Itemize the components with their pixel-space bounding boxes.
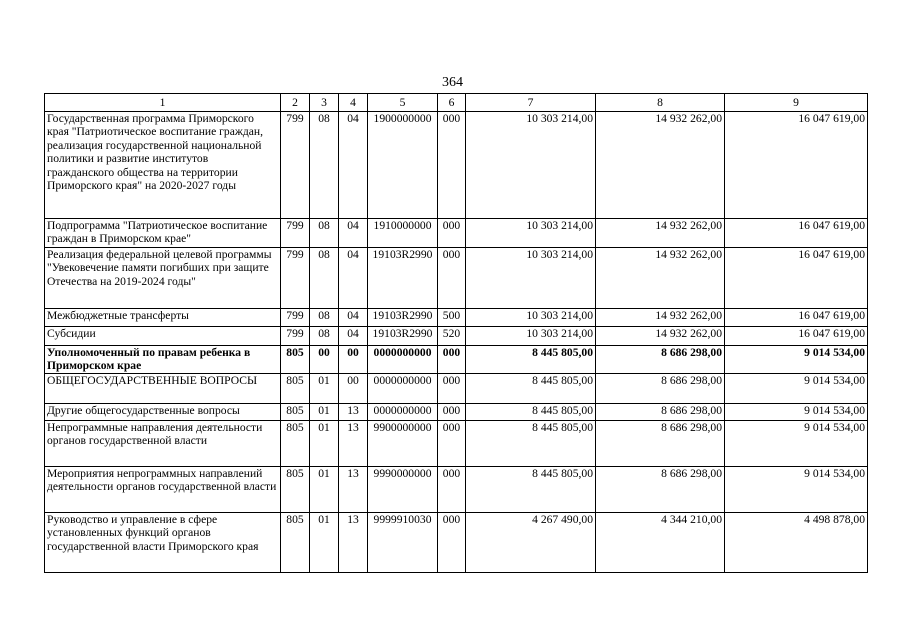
row-code: 13 — [339, 404, 368, 421]
row-value: 8 686 298,00 — [596, 374, 725, 404]
header-cell: 6 — [438, 94, 466, 112]
row-code: 805 — [281, 467, 310, 513]
row-code: 799 — [281, 112, 310, 219]
page-number: 364 — [442, 75, 463, 90]
row-name: Руководство и управление в сфере установленных функций органов государственной власти Приморского края — [45, 513, 281, 573]
header-cell: 4 — [339, 94, 368, 112]
table-row — [45, 404, 868, 421]
row-code: 000 — [438, 467, 466, 513]
row-value: 10 303 214,00 — [466, 112, 596, 219]
row-code: 04 — [339, 309, 368, 327]
table-row — [45, 112, 868, 219]
row-value: 9 014 534,00 — [725, 421, 868, 467]
header-cell: 3 — [310, 94, 339, 112]
row-name: Реализация федеральной целевой программы "Увековечение памяти погибших при защите Отечества на 2019-2024 годы" — [45, 248, 281, 309]
row-value: 8 445 805,00 — [466, 374, 596, 404]
row-value: 14 932 262,00 — [596, 309, 725, 327]
row-code: 805 — [281, 404, 310, 421]
row-code: 01 — [310, 374, 339, 404]
row-value: 16 047 619,00 — [725, 112, 868, 219]
row-code: 01 — [310, 421, 339, 467]
row-code: 1900000000 — [368, 112, 438, 219]
row-code: 805 — [281, 513, 310, 573]
row-code: 799 — [281, 309, 310, 327]
header-row — [45, 94, 868, 112]
row-value: 14 932 262,00 — [596, 248, 725, 309]
row-value: 8 445 805,00 — [466, 404, 596, 421]
row-value: 10 303 214,00 — [466, 309, 596, 327]
row-code: 000 — [438, 374, 466, 404]
row-code: 13 — [339, 421, 368, 467]
header-cell: 9 — [725, 94, 868, 112]
table-row — [45, 327, 868, 346]
row-code: 0000000000 — [368, 374, 438, 404]
row-value: 8 686 298,00 — [596, 467, 725, 513]
row-code: 04 — [339, 248, 368, 309]
row-value: 10 303 214,00 — [466, 327, 596, 346]
row-code: 000 — [438, 346, 466, 374]
row-code: 01 — [310, 404, 339, 421]
row-name: Уполномоченный по правам ребенка в Приморском крае — [45, 346, 281, 374]
row-code: 520 — [438, 327, 466, 346]
row-code: 13 — [339, 513, 368, 573]
row-value: 8 686 298,00 — [596, 346, 725, 374]
row-code: 000 — [438, 421, 466, 467]
table-row — [45, 309, 868, 327]
row-code: 01 — [310, 467, 339, 513]
row-value: 8 445 805,00 — [466, 421, 596, 467]
row-code: 799 — [281, 219, 310, 248]
row-code: 805 — [281, 421, 310, 467]
row-name: Непрограммные направления деятельности органов государственной власти — [45, 421, 281, 467]
row-value: 8 686 298,00 — [596, 421, 725, 467]
row-code: 1910000000 — [368, 219, 438, 248]
row-code: 0000000000 — [368, 404, 438, 421]
header-cell: 2 — [281, 94, 310, 112]
row-name: Межбюджетные трансферты — [45, 309, 281, 327]
row-name: Мероприятия непрограммных направлений деятельности органов государственной власти — [45, 467, 281, 513]
row-code: 805 — [281, 346, 310, 374]
header-cell: 8 — [596, 94, 725, 112]
row-code: 799 — [281, 327, 310, 346]
row-code: 799 — [281, 248, 310, 309]
row-name: ОБЩЕГОСУДАРСТВЕННЫЕ ВОПРОСЫ — [45, 374, 281, 404]
row-value: 4 267 490,00 — [466, 513, 596, 573]
row-code: 08 — [310, 327, 339, 346]
row-code: 000 — [438, 513, 466, 573]
row-value: 16 047 619,00 — [725, 327, 868, 346]
row-code: 9900000000 — [368, 421, 438, 467]
row-code: 04 — [339, 112, 368, 219]
table-row — [45, 467, 868, 513]
row-code: 00 — [310, 346, 339, 374]
row-value: 8 686 298,00 — [596, 404, 725, 421]
row-code: 08 — [310, 309, 339, 327]
row-code: 000 — [438, 404, 466, 421]
row-code: 13 — [339, 467, 368, 513]
row-value: 10 303 214,00 — [466, 219, 596, 248]
row-value: 16 047 619,00 — [725, 219, 868, 248]
row-value: 9 014 534,00 — [725, 374, 868, 404]
row-value: 10 303 214,00 — [466, 248, 596, 309]
row-code: 01 — [310, 513, 339, 573]
row-name: Государственная программа Приморского края "Патриотическое воспитание граждан, реализация государственной национальной политики и развитие институтов гражданского общества на территории Приморского края" на 2020-2027 годы — [45, 112, 281, 219]
header-cell: 1 — [45, 94, 281, 112]
header-cell: 7 — [466, 94, 596, 112]
row-value: 16 047 619,00 — [725, 248, 868, 309]
header-cell: 5 — [368, 94, 438, 112]
table-row — [45, 421, 868, 467]
row-code: 08 — [310, 112, 339, 219]
row-value: 8 445 805,00 — [466, 346, 596, 374]
budget-table — [44, 93, 868, 573]
row-value: 8 445 805,00 — [466, 467, 596, 513]
row-code: 000 — [438, 219, 466, 248]
row-value: 9 014 534,00 — [725, 404, 868, 421]
row-value: 4 344 210,00 — [596, 513, 725, 573]
table-row — [45, 513, 868, 573]
table-row — [45, 219, 868, 248]
row-code: 805 — [281, 374, 310, 404]
row-code: 000 — [438, 248, 466, 309]
row-code: 00 — [339, 374, 368, 404]
row-code: 0000000000 — [368, 346, 438, 374]
row-value: 9 014 534,00 — [725, 467, 868, 513]
row-value: 16 047 619,00 — [725, 309, 868, 327]
row-name: Подпрограмма "Патриотическое воспитание граждан в Приморском крае" — [45, 219, 281, 248]
row-code: 00 — [339, 346, 368, 374]
row-code: 19103R2990 — [368, 248, 438, 309]
row-code: 08 — [310, 248, 339, 309]
row-value: 14 932 262,00 — [596, 112, 725, 219]
row-code: 9999910030 — [368, 513, 438, 573]
row-value: 4 498 878,00 — [725, 513, 868, 573]
row-value: 14 932 262,00 — [596, 219, 725, 248]
row-code: 04 — [339, 219, 368, 248]
table-row — [45, 248, 868, 309]
row-name: Другие общегосударственные вопросы — [45, 404, 281, 421]
row-value: 14 932 262,00 — [596, 327, 725, 346]
row-code: 000 — [438, 112, 466, 219]
row-code: 9990000000 — [368, 467, 438, 513]
row-code: 19103R2990 — [368, 309, 438, 327]
row-value: 9 014 534,00 — [725, 346, 868, 374]
table-row — [45, 374, 868, 404]
row-code: 19103R2990 — [368, 327, 438, 346]
row-name: Субсидии — [45, 327, 281, 346]
row-code: 04 — [339, 327, 368, 346]
row-code: 500 — [438, 309, 466, 327]
table-row — [45, 346, 868, 374]
row-code: 08 — [310, 219, 339, 248]
